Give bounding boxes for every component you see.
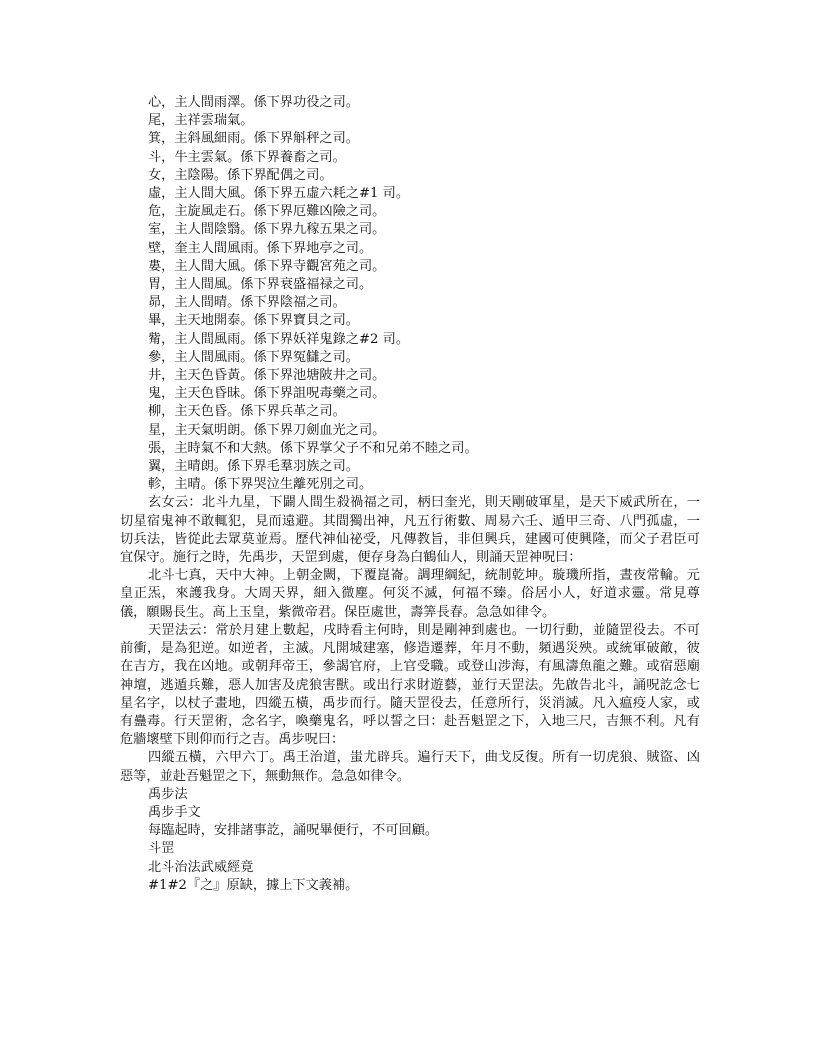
mansion-line: 心，主人間雨澤。係下界功役之司。 bbox=[148, 95, 359, 110]
tail-section bbox=[120, 786, 700, 895]
mansion-line: 虛，主人間大風。係下界五虛六耗之#1 司。 bbox=[148, 186, 410, 202]
document-body bbox=[120, 94, 700, 895]
mansion-line: 鬼，主天色昏昧。係下界詛呪毒藥之司。 bbox=[148, 386, 386, 402]
end-title: 北斗治法武威經竟 bbox=[148, 859, 254, 875]
section-heading: 斗罡 bbox=[148, 841, 175, 857]
tiangang-method-paragraph: 天罡法云：常於月建上數起，戌時看主何時，則是剛神到處也。一切行動，並隨罡役去。不可前衝，是為犯逆。如逆者，主滅。凡開城建塞，修造遷葬，年月不動，頻遇災殃。或統軍破敵，彼在吉方，我在凶地。或朝拜帝王，參謁官府，上官受職。或登山涉海，有風濤魚龍之難。或宿惡廟神壇，逃遁兵難，惡人加害及虎狼害獸。或出行求財遊藝，並行天罡法。先啟告北斗，誦呪訖念七星名字，以杖子畫地，四縱五橫，禹步而行。隨天罡役去，任意所行，災消滅。凡入瘟疫人家，或有蠱毒。行天罡術，念名字，喚藥鬼名，呼以誓之曰：赴吾魁罡之下，入地三尺，吉無不利。凡有危牆壞壁下則仰而行之吉。禹步呪曰： bbox=[120, 622, 700, 748]
mansion-line: 室，主人間陰翳。係下界九稼五果之司。 bbox=[148, 222, 386, 238]
mansion-line: 柳，主天色昏。係下界兵革之司。 bbox=[148, 404, 346, 420]
xuannu-paragraph: 玄女云：北斗九星，下闢人間生殺禍福之司，柄曰奎光，則天剛破軍星，是天下威武所在，一切星宿鬼神不敢輒犯，見而遠避。其間獨出神，凡五行術數、周易六壬、遁甲三奇、八門孤虛，一切兵法，皆從此去眾莫並焉。歷代神仙祕受，凡傳教旨，非但興兵，建國可使興隆，而父子君臣可宜保守。施行之時，先禹步，天罡到處，便存身為白鶴仙人，則誦天罡神呪曰： bbox=[120, 495, 700, 566]
mansion-line: 軫，主晴。係下界哭泣生離死別之司。 bbox=[148, 477, 373, 493]
mansion-line: 井，主天色昏黃。係下界池塘陂井之司。 bbox=[148, 368, 386, 384]
mansion-line: 箕，主斜風細雨。係下界斛秤之司。 bbox=[148, 131, 359, 147]
mansion-line: 斗，牛主雲氣。係下界養畜之司。 bbox=[148, 149, 346, 165]
mansion-line: 翼，主晴朗。係下界毛羣羽族之司。 bbox=[148, 459, 359, 475]
mansion-line: 昴，主人間晴。係下界陰福之司。 bbox=[148, 295, 346, 311]
mansion-line: 張，主時氣不和大熱。係下界掌父子不和兄弟不睦之司。 bbox=[148, 440, 478, 456]
incantation-paragraph: 北斗七真，天中大神。上朝金闕，下覆崑崙。調理綱紀，統制乾坤。璇璣所指，晝夜常輪。元皇正炁，來護我身。大周天界，細入微塵。何災不滅，何福不臻。俗居小人，好道求靈。常見尊儀，願賜長生。高上玉皇，紫微帝君。保臣處世，壽筭長春。急急如律令。 bbox=[120, 568, 700, 620]
mansion-line: 星，主天氣明朗。係下界刀劍血光之司。 bbox=[148, 422, 386, 438]
mansion-line: 畢，主天地開泰。係下界寶貝之司。 bbox=[148, 313, 359, 329]
yubu-incantation-paragraph: 四縱五橫，六甲六丁。禹王治道，蚩尤辟兵。遍行天下，曲戈反復。所有一切虎狼、賊盜、凶惡等，並赴吾魁罡之下，無動無作。急急如律令。 bbox=[120, 750, 700, 784]
footnote: #1#2『之』原缺，據上下文義補。 bbox=[148, 877, 359, 893]
mansion-list bbox=[120, 94, 700, 494]
mansion-line: 壁，奎主人間風雨。係下界地亭之司。 bbox=[148, 240, 373, 256]
instruction-line: 每臨起時，安排諸事訖，誦呪畢便行，不可回顧。 bbox=[148, 823, 439, 839]
mansion-line: 女，主陰陽。係下界配偶之司。 bbox=[148, 167, 333, 183]
mansion-line: 危，主旋風走石。係下界厄難凶險之司。 bbox=[148, 204, 386, 220]
mansion-line: 參，主人間風雨。係下界冤讎之司。 bbox=[148, 349, 359, 365]
mansion-line: 婁，主人間大風。係下界寺觀宮苑之司。 bbox=[148, 258, 386, 274]
mansion-line: 觜，主人間風雨。係下界妖祥鬼錄之#2 司。 bbox=[148, 331, 410, 347]
section-heading: 禹步法 bbox=[148, 786, 188, 802]
section-heading: 禹步手文 bbox=[148, 804, 201, 820]
mansion-line: 尾，主祥雲瑞氣。 bbox=[148, 113, 254, 129]
mansion-line: 胃，主人間風。係下界衰盛福禄之司。 bbox=[148, 277, 373, 293]
